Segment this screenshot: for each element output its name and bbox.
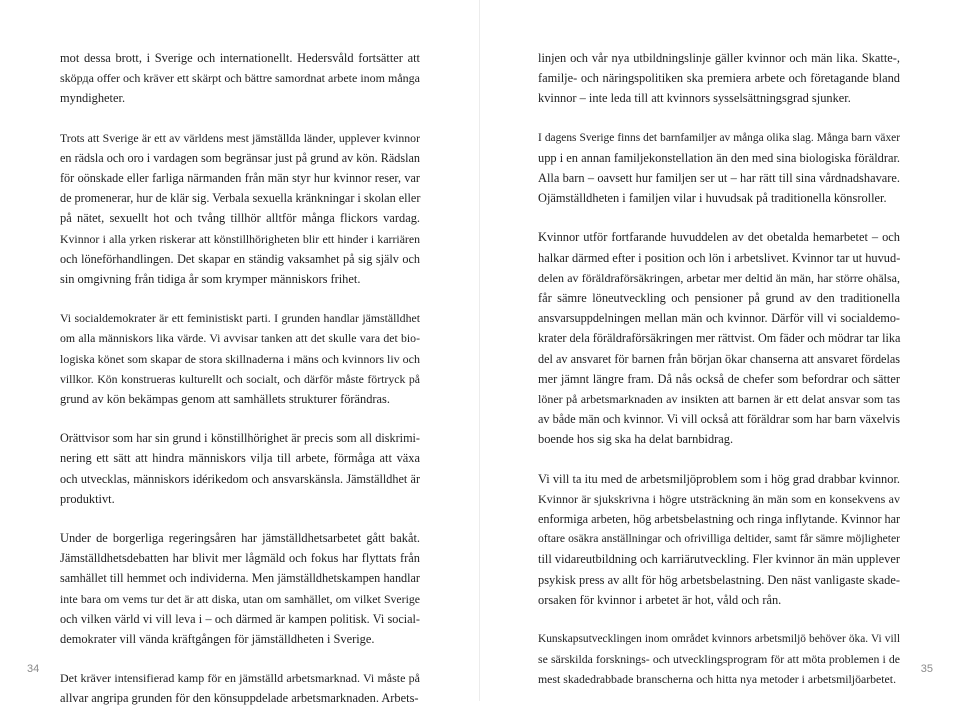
text-line: på nätet, sexuellt hot och tvång tillhör alltför många flickors vardag. bbox=[60, 211, 420, 226]
text-line: grund av kön bekämpas genom att samhällets strukturer förändras. bbox=[60, 392, 390, 407]
text-line: I dagens Sverige finns det barnfamiljer av många olika slag. Många barn växer bbox=[538, 131, 900, 144]
text-line: samhället till hemmet och individerna. Men jämställdhetskampen handlar bbox=[60, 571, 420, 586]
text-line: inte bara om vems tur det är att diska, utan om samhället, om vilket Sverige bbox=[60, 591, 420, 606]
paragraph bbox=[60, 48, 420, 109]
text-line: Kunskapsutvecklingen inom området kvinnors arbetsmiljö behöver öka. Vi vill bbox=[538, 633, 900, 646]
text-line: och löneförhandlingen. Det skapar en ständig vaksamhet på sig själv och bbox=[60, 251, 420, 266]
text-line: Vi vill ta itu med de arbetsmiljöproblem som i hög grad drabbar kvinnor. bbox=[538, 471, 900, 486]
text-line: för oönskade eller farliga närmanden från män styr hur kvinnor reser, var bbox=[60, 171, 420, 186]
text-line: Under de borgerliga regeringsåren har jämställdhetsarbetet gått bakåt. bbox=[60, 531, 420, 546]
text-line: till vidareutbildning och karriärutveckling. Fler kvinnor än män upplever bbox=[538, 552, 900, 567]
text-line: kvinnor – inte leda till att kvinnors sysselsättningsgrad sjunker. bbox=[538, 91, 851, 106]
text-line: demokrater vill vända kräftgången för jämställdheten i Sverige. bbox=[60, 632, 375, 647]
text-line: får sämre löneutveckling och pensioner på grund av den traditionella bbox=[538, 291, 900, 306]
page-number-right: 35 bbox=[920, 663, 933, 675]
paragraph bbox=[538, 629, 900, 690]
text-line: Kvinnor är sjukskrivna i högre utsträckning än män som en konsekvens av bbox=[538, 491, 900, 506]
text-line: mot dessa brott, i Sverige och internationellt. Hedersvåld fortsätter att bbox=[60, 51, 420, 65]
text-line: mer jämnt längre fram. Då nås också de chefer som befordrar och sätter bbox=[538, 371, 900, 386]
text-line: Det kräver intensifierad kamp för en jämställd arbetsmarknad. Vi måste på bbox=[60, 671, 420, 686]
text-line: oftare osäkra anställningar och ofrivilliga deltider, samt får sämre möjligheter bbox=[538, 532, 900, 546]
text-line: se särskilda forsknings- och utvecklingsprogram för att möta problemen i de bbox=[538, 652, 900, 667]
paragraph bbox=[60, 428, 420, 509]
right-page bbox=[480, 0, 959, 701]
text-line: Alla barn – oavsett hur familjen ser ut – har rätt till sina vårdnadshavare. bbox=[538, 171, 900, 186]
text-line: boende hos sig ska ha delat barnbidrag. bbox=[538, 432, 734, 447]
text-line: orsaken för kvinnor i arbetet är hot, våld och rån. bbox=[538, 592, 782, 607]
text-line: de promenerar, hur de klär sig. Verbala sexuella kränkningar i skolan eller bbox=[60, 191, 421, 206]
text-line: linjen och vår nya utbildningslinje gäller kvinnor och män lika. Skatte-, bbox=[538, 51, 900, 65]
text-line: Orättvisor som har sin grund i könstillhörighet är precis som all diskrimi- bbox=[60, 431, 420, 446]
text-line: Kvinnor i alla yrken riskerar att könstillhörigheten blir ett hinder i karriären bbox=[60, 231, 420, 246]
paragraph bbox=[60, 128, 420, 290]
text-line: delen av föräldraförsäkringen, arbetar mer deltid än män, har större ohälsa, bbox=[538, 270, 900, 285]
text-line: produktivt. bbox=[60, 491, 115, 506]
text-line: en rädsla och oro i vardagen som begränsar just på grund av kön. Rädslan bbox=[60, 150, 420, 165]
text-line: del av ansvaret för barnen från början ökar chanserna att ansvaret fördelas bbox=[538, 351, 900, 366]
text-line: och vilken värld vi vill leva i – och därmed är kampen politisk. Vi social- bbox=[60, 611, 420, 626]
paragraph bbox=[538, 48, 900, 109]
text-line: mest skadedrabbade branscherna och hitta nya metoder i arbetsmiljöarbetet. bbox=[538, 672, 897, 687]
left-page bbox=[0, 0, 480, 706]
paragraph bbox=[538, 128, 900, 209]
text-line: Ojämställdheten i familjen vilar i huvudsak på traditionella könsroller. bbox=[538, 191, 887, 206]
left-text-column bbox=[60, 48, 420, 728]
text-line: sköрда offer och kräver ett skärpt och bättre samordnat arbete inom många bbox=[60, 71, 420, 86]
text-line: logiska könet som skapar de stora skillnaderna i mäns och kvinnors liv och bbox=[60, 351, 420, 366]
text-line: Vi socialdemokrater är ett feministiskt parti. I grunden handlar jämställdhet bbox=[60, 311, 420, 326]
text-line: psykisk press av allt för hög arbetsbelastning. Den näst vanligaste skade- bbox=[538, 572, 900, 587]
text-line: och utvecklas, människors idérikedom och ansvarskänsla. Jämställdhet är bbox=[60, 471, 420, 486]
text-line: enformiga arbeten, hög arbetsbelastning och ringa inflytande. Kvinnor har bbox=[538, 512, 901, 527]
text-line: ansvarsuppdelningen mellan män och kvinnor. Därför vill vi socialdemo- bbox=[538, 311, 900, 326]
paragraph bbox=[538, 227, 900, 449]
paragraph bbox=[538, 469, 900, 610]
page-number-left: 34 bbox=[27, 663, 40, 675]
text-line: Jämställdhetsdebatten har blivit mer lågmäld och fokus har flyttats från bbox=[60, 551, 420, 566]
text-line: krater dela föräldraförsäkringen mer rättvist. Om fäder och mödrar tar lika bbox=[538, 331, 901, 346]
text-line: om alla människors lika värde. Vi avvisar tanken att det skulle vara det bio- bbox=[60, 331, 420, 346]
right-text-column bbox=[538, 48, 900, 709]
text-line: sin omgivning från tidiga år som krymper människors frihet. bbox=[60, 272, 361, 287]
text-line: löner på arbetsmarknaden av insikten att barnen är ett delat ansvar som tas bbox=[538, 392, 900, 407]
text-line: halkar därmed efter i position och lön i arbetslivet. Kvinnor tar ut huvud- bbox=[538, 250, 901, 265]
paragraph bbox=[60, 528, 420, 649]
text-line: av både män och kvinnor. Vi vill också att föräldrar som har barn växelvis bbox=[538, 412, 900, 427]
paragraph bbox=[60, 668, 420, 708]
text-line: Kvinnor utför fortfarande huvuddelen av det obetalda hemarbetet – och bbox=[538, 230, 900, 245]
text-line: allvar angripa grunden för den könsuppdelade arbetsmarknaden. Arbets- bbox=[60, 691, 419, 706]
text-line: familje- och näringspolitiken ska premiera arbete och företagande bland bbox=[538, 71, 900, 86]
paragraph bbox=[60, 308, 420, 409]
text-line: Trots att Sverige är ett av världens mest jämställda länder, upplever kvinnor bbox=[60, 130, 420, 145]
text-line: upp i en annan familjekonstellation än den med sina biologiska föräldrar. bbox=[538, 150, 900, 165]
text-line: villkor. Kön konstrueras kulturellt och socialt, och därför måste förtryck på bbox=[60, 371, 420, 386]
text-line: myndigheter. bbox=[60, 91, 126, 106]
text-line: nering ett sätt att hindra människors vilja till arbete, förmåga att växa bbox=[60, 451, 420, 466]
